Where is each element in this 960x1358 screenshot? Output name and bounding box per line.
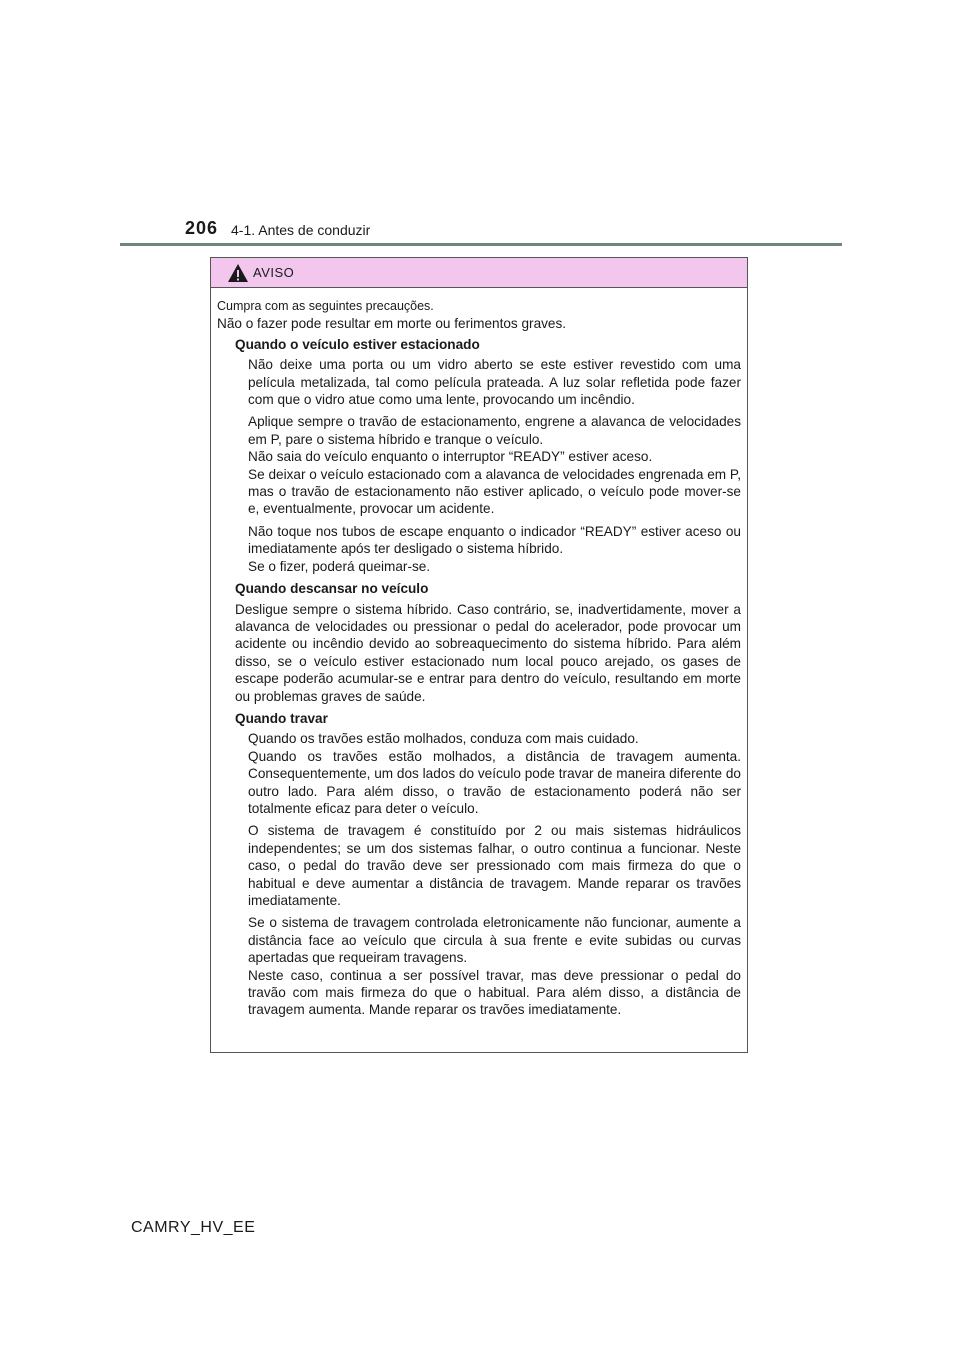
- group-title: Quando descansar no veículo: [235, 581, 429, 597]
- item-text: Não toque nos tubos de escape enquanto o indicador “READY” estiver aceso ou imediatamente após ter desligado o sistema híbrido.: [248, 523, 741, 557]
- warning-group-parked: [217, 336, 741, 575]
- group-title: Quando o veículo estiver estacionado: [235, 336, 480, 352]
- item-text: Quando os travões estão molhados, a distância de travagem aumenta. Consequentemente, um dos lados do veículo pode travar de maneira diferente do outro lado. Para além disso, o travão de estacionamento poderá não ser totalmente eficaz para deter o veículo.: [248, 748, 741, 816]
- page-number: 206: [185, 218, 219, 238]
- warning-body: [211, 288, 747, 1019]
- document-code: CAMRY_HV_EE: [131, 1219, 256, 1236]
- warning-intro: Não o fazer pode resultar em morte ou ferimentos graves.: [217, 316, 567, 332]
- item-text: O sistema de travagem é constituído por 2 ou mais sistemas hidráulicos independentes; se um dos sistemas falhar, o outro continua a funcionar. Neste caso, o pedal do travão deve ser pressionado com mais firmeza do que o habitual e deve aumentar a distância de travagem. Mande reparar os travões imediatamente.: [248, 823, 741, 908]
- section-title: 4-1. Antes de conduzir: [231, 222, 371, 238]
- group-title: Quando travar: [235, 710, 328, 726]
- header-divider: [120, 243, 842, 246]
- list-item: [248, 523, 741, 575]
- item-text: Se o sistema de travagem controlada eletronicamente não funcionar, aumente a distância face ao veículo que circula à sua frente e evite subidas ou curvas apertadas que requeiram travagens.: [248, 915, 741, 966]
- list-item: [248, 914, 741, 1018]
- item-text: Se o fizer, poderá queimar-se.: [248, 558, 431, 574]
- warning-group-resting: [217, 580, 741, 705]
- warning-group-braking: [217, 710, 741, 1019]
- item-text: Não deixe uma porta ou um vidro aberto se este estiver revestido com uma película metalizada, tal como película prateada. A luz solar refletida pode fazer com que o vidro atue como uma lente, provocando um incêndio.: [248, 357, 741, 408]
- list-item: [248, 413, 741, 517]
- list-item: [248, 356, 741, 408]
- item-text: Não saia do veículo enquanto o interruptor “READY” estiver aceso.: [248, 449, 653, 465]
- warning-label: AVISO: [253, 265, 295, 280]
- item-text: Desligue sempre o sistema híbrido. Caso contrário, se, inadvertidamente, mover a alavanca de velocidades ou pressionar o pedal do acelerador, pode provocar um acidente ou incêndio devido ao sobreaquecimento do sistema híbrido. Para além disso, se o veículo estiver estacionado num local pouco arejado, os gases de escape poderão acumular-se e entrar para dentro do veículo, resultando em morte ou problemas graves de saúde.: [235, 601, 741, 704]
- item-text: Se deixar o veículo estacionado com a alavanca de velocidades engrenada em P, mas o travão de estacionamento não estiver aplicado, o veículo pode mover-se e, eventualmente, provocar um acidente.: [248, 466, 741, 517]
- warning-box: [210, 257, 748, 1053]
- list-item: [248, 730, 741, 817]
- item-text: Neste caso, continua a ser possível travar, mas deve pressionar o pedal do travão com mais firmeza do que o habitual. Para além disso, a distância de travagem aumenta. Mande reparar os travões imediatamente.: [248, 967, 741, 1018]
- list-item: [235, 601, 741, 705]
- warning-intro: Cumpra com as seguintes precauções.: [217, 299, 434, 313]
- list-item: [248, 822, 741, 909]
- item-text: Quando os travões estão molhados, conduza com mais cuidado.: [248, 731, 639, 747]
- warning-header: [211, 258, 747, 288]
- item-text: Aplique sempre o travão de estacionamento, engrene a alavanca de velocidades em P, pare o sistema híbrido e tranque o veículo.: [248, 414, 741, 447]
- warning-triangle-icon: [227, 263, 249, 283]
